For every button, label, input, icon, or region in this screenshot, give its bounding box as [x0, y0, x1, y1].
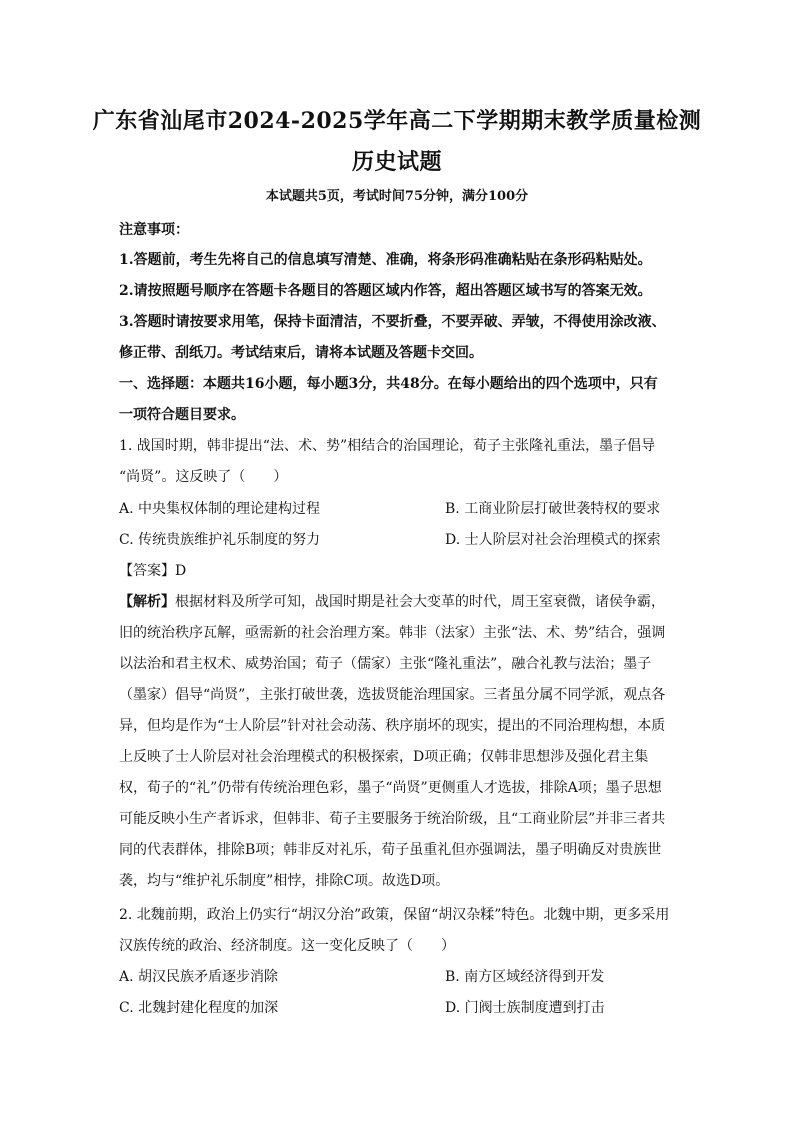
note-item: 修正带、刮纸刀。考试结束后，请将本试题及答题卡交回。: [119, 345, 483, 361]
analysis-line: 异，但均是作为“士人阶层”针对社会动荡、秩序崩坏的现实，提出的不同治理构想，本质: [119, 718, 666, 734]
q1-stem: 1. 战国时期，韩非提出“法、术、势”相结合的治国理论，荀子主张隆礼重法，墨子倡导: [119, 438, 656, 454]
analysis-line: 袭，均与“维护礼乐制度”相悖，排除C项。故选D项。: [119, 873, 450, 889]
q2-stem-cont: 汉族传统的政治、经济制度。这一变化反映了（ ）: [119, 938, 455, 954]
q2-option-b: B. 南方区域经济得到开发: [445, 969, 605, 985]
document-subtitle: 历史试题: [351, 149, 442, 175]
q1-analysis-first-line: [119, 591, 665, 611]
analysis-line: 可能反映小生产者诉求，但韩非、荀子主要服务于统治阶级，且“工商业阶层”并非三者共: [119, 811, 666, 827]
notes-heading: 注意事项：: [119, 222, 189, 238]
note-item: 2.请按照题号顺序在答题卡各题目的答题区域内作答，超出答题区域书写的答案无效。: [119, 283, 652, 299]
q2-option-c: C. 北魏封建化程度的加深: [119, 1000, 279, 1016]
section-heading-cont: 一项符合题目要求。: [119, 407, 245, 423]
analysis-line: 旧的统治秩序瓦解，亟需新的社会治理方案。韩非（法家）主张“法、术、势”结合，强调: [119, 625, 666, 641]
q2-stem: 2. 北魏前期，政治上仍实行“胡汉分治”政策，保留“胡汉杂糅”特色。北魏中期，更多采用: [119, 907, 670, 923]
q1-stem-cont: “尚贤”。这反映了（ ）: [119, 469, 288, 485]
q1-option-b: B. 工商业阶层打破世袭特权的要求: [445, 501, 661, 517]
analysis-line: 同的代表群体，排除B项；韩非反对礼乐，荀子虽重礼但亦强调法，墨子明确反对贵族世: [119, 842, 662, 858]
note-item: 3.答题时请按要求用笔，保持卡面清洁，不要折叠，不要弄破、弄皱，不得使用涂改液、: [119, 314, 666, 330]
q1-option-c: C. 传统贵族维护礼乐制度的努力: [119, 532, 321, 548]
document-title: 广东省汕尾市2024-2025学年高二下学期期末教学质量检测: [92, 108, 702, 134]
analysis-line: 以法治和君主权术、威势治国；荀子（儒家）主张“隆礼重法”，融合礼教与法治；墨子: [119, 656, 652, 672]
q1-option-a: A. 中央集权体制的理论建构过程: [119, 501, 321, 517]
section-heading: 一、选择题：本题共16小题，每小题3分，共48分。在每小题给出的四个选项中，只有: [119, 376, 658, 392]
q1-answer: 【答案】D: [119, 563, 187, 579]
analysis-text: 根据材料及所学可知，战国时期是社会大变革的时代，周王室衰微，诸侯争霸，: [175, 594, 665, 610]
analysis-line: 权，荀子的“礼”仍带有传统治理色彩，墨子“尚贤”更侧重人才选拔，排除A项；墨子思想: [119, 780, 662, 796]
analysis-line: 上反映了士人阶层对社会治理模式的积极探索，D项正确；仅韩非思想涉及强化君主集: [119, 749, 649, 765]
q1-option-d: D. 士人阶层对社会治理模式的探索: [445, 532, 661, 548]
q2-option-a: A. 胡汉民族矛盾逐步消除: [119, 969, 279, 985]
note-item: 1.答题前，考生先将自己的信息填写清楚、准确，将条形码准确粘贴在条形码粘贴处。: [119, 252, 652, 268]
q2-option-d: D. 门阀士族制度遭到打击: [445, 1000, 605, 1016]
analysis-line: （墨家）倡导“尚贤”，主张打破世袭，选拔贤能治理国家。三者虽分属不同学派，观点各: [119, 687, 666, 703]
analysis-label: 【解析】: [119, 594, 175, 610]
exam-meta: 本试题共5页，考试时间75分钟，满分100分: [265, 189, 529, 204]
